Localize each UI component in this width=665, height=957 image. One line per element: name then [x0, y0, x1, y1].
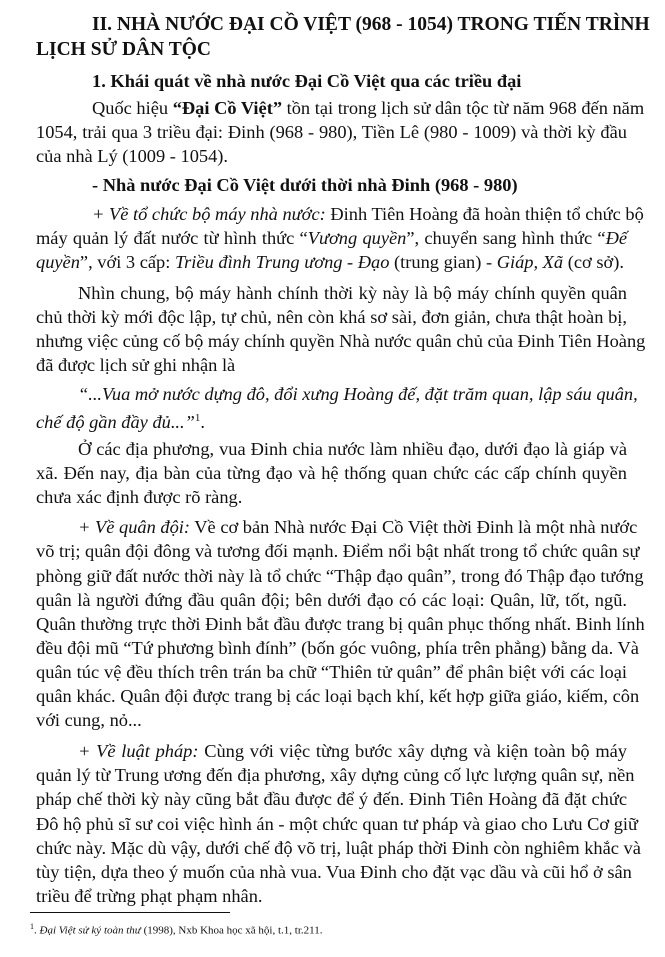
law-line-1 [78, 740, 627, 762]
org-line-1 [92, 203, 644, 225]
footnote-mark: 1 [30, 922, 34, 931]
army-line-4: quân là người đứng đầu quân đội; bên dưới đạo có các loại: Quân, lữ, tốt, ngũ. [36, 589, 627, 610]
org-line-2 [36, 227, 627, 249]
org-term: Triều đình Trung ương - Đạo [174, 251, 390, 272]
org-term: quyền [36, 251, 80, 272]
footnote-ref: 1 [194, 412, 201, 425]
law-line-3: pháp chế thời kỳ này cũng bắt đầu được để ý đến. Đinh Tiên Hoàng đã đặt chức [36, 789, 627, 810]
law-line-7: triều để trừng phạt phạm nhân. [36, 885, 263, 906]
general-line-1: Nhìn chung, bộ máy hành chính thời kỳ này là bộ máy chính quyền quân [78, 282, 627, 303]
law-line-4: Đô hộ phủ sĩ sư coi việc hình án - một chức quan tư pháp và giao cho Lưu Cơ giữ [36, 813, 638, 834]
section-title-line-2: LỊCH SỬ DÂN TỘC [36, 38, 211, 60]
footnote-rule [30, 912, 230, 913]
footnote: $^1$. Đại Việt sử ký toàn thư (1998), Nxb Khoa học xã hội, t.1, tr.211. [30, 922, 323, 937]
law-text: Cùng với việc từng bước xây dựng và kiện toàn bộ máy [198, 741, 627, 762]
org-line-3 [36, 251, 624, 273]
army-line-6: đều đội mũ “Tứ phương bình đính” (bốn góc vuông, phía trên phẳng) bằng da. Và [36, 637, 639, 658]
army-line-2: võ trị; quân đội đông và tương đối mạnh. Điểm nổi bật nhất trong tổ chức quân sự [36, 541, 640, 562]
law-line-6: tùy tiện, dựa theo ý muốn của nhà vua. Vua Đinh cho đặt vạc dầu và cũi hổ ở sân [36, 861, 632, 882]
org-text: Đinh Tiên Hoàng đã hoàn thiện tổ chức bộ [325, 203, 644, 224]
quote-line-1: “...Vua mở nước dựng đô, đổi xưng Hoàng đế, đặt trăm quan, lập sáu quân, [78, 384, 638, 405]
org-term: Giáp, Xã [496, 251, 564, 272]
general-line-4: đã được lịch sử ghi nhận là [36, 355, 236, 376]
org-text: ”, với 3 cấp: [79, 251, 175, 272]
intro-text: Quốc hiệu [92, 97, 173, 118]
section-title-line-1: II. NHÀ NƯỚC ĐẠI CỒ VIỆT (968 - 1054) TRONG TIẾN TRÌNH [92, 13, 650, 35]
org-term: Đế [605, 227, 628, 248]
org-text: (trung gian) - [389, 251, 497, 272]
footnote-source: Đại Việt sử ký toàn thư [39, 924, 141, 937]
intro-line-3: của nhà Lý (1009 - 1054). [36, 145, 229, 166]
army-line-5: Quân thường trực thời Đinh bắt đầu được trang bị quân phục thống nhất. Binh lính [36, 613, 645, 634]
dinh-heading: - Nhà nước Đại Cồ Việt dưới thời nhà Đinh (968 - 980) [92, 174, 518, 195]
local-line-2: xã. Đến nay, địa bàn của từng đạo và hệ thống quan chức các cấp chính quyền [36, 463, 627, 484]
intro-line-2: 1054, trải qua 3 triều đại: Đinh (968 - 980), Tiền Lê (980 - 1009) và thời kỳ đầu [36, 121, 627, 142]
org-text: (cơ sở). [563, 251, 624, 272]
general-line-3: nhưng việc củng cố bộ máy chính quyền Nhà nước quân chủ của Đinh Tiên Hoàng [36, 331, 646, 352]
army-line-3: phòng giữ đất nước thời này là tổ chức “Thập đạo quân”, trong đó Thập đạo tướng [36, 565, 644, 586]
army-label: + Về quân đội: [78, 517, 191, 538]
army-line-1 [78, 516, 638, 538]
intro-line-1 [92, 97, 645, 119]
org-term: Vương quyền [307, 227, 407, 248]
local-line-3: chưa xác định được rõ ràng. [36, 487, 243, 508]
army-line-7: quân túc vệ đều thích trên trán ba chữ “Thiên tử quân” để phân biệt với các loại [36, 662, 627, 683]
local-line-1: Ở các địa phương, vua Đinh chia nước làm nhiều đạo, dưới đạo là giáp và [78, 439, 627, 460]
army-line-9: với cung, nỏ... [36, 710, 142, 731]
footnote-rest: (1998), Nxb Khoa học xã hội, t.1, tr.211. [140, 924, 323, 937]
org-label: + Về tổ chức bộ máy nhà nước: [92, 203, 326, 224]
quote-end: . [200, 412, 205, 433]
general-line-2: chủ thời kỳ mới độc lập, tự chủ, nên còn khá sơ sài, đơn giản, chưa thật hoàn bị, [36, 306, 627, 327]
law-line-5: chức này. Mặc dù vậy, dưới chế độ võ trị, luật pháp thời Đinh còn nghiêm khắc và [36, 837, 641, 858]
law-line-2: quản lý từ Trung ương đến địa phương, xây dựng củng cố lực lượng quân sự, nền [36, 765, 635, 786]
org-text: máy quản lý đất nước từ hình thức “ [36, 227, 308, 248]
org-text: ”, chuyển sang hình thức “ [406, 227, 606, 248]
country-name: “Đại Cồ Việt” [172, 97, 283, 118]
army-text: Về cơ bản Nhà nước Đại Cồ Việt thời Đinh là một nhà nước [190, 517, 638, 538]
law-label: + Về luật pháp: [78, 741, 199, 762]
quote-text: chế độ gần đầy đủ...” [36, 412, 195, 433]
army-line-8: quân khác. Quân đội được trang bị các loại bạch khí, kết hợp giữa giáo, kiếm, côn [36, 686, 640, 707]
intro-text: tồn tại trong lịch sử dân tộc từ năm 968 đến năm [282, 97, 645, 118]
quote-line-2 [36, 407, 205, 433]
subsection-title: 1. Khái quát về nhà nước Đại Cồ Việt qua các triều đại [92, 71, 522, 92]
